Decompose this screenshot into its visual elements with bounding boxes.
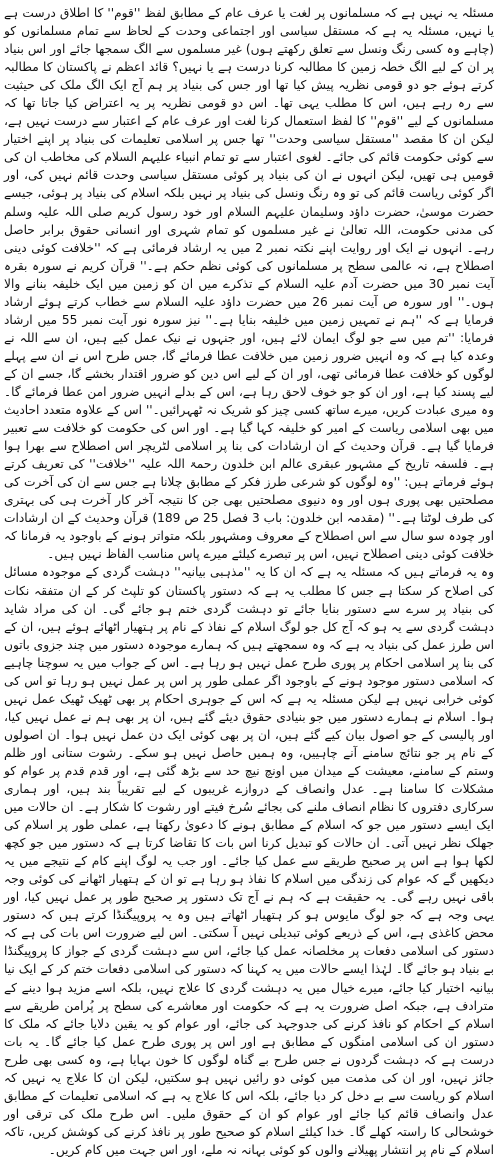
article-column (4, 4, 494, 1157)
article-paragraph-1: مسئلہ یہ نہیں ہے کہ مسلمانوں پر لغت یا عرف عام کے مطابق لفظ ''قوم'' کا اطلاق درست ہے یا نہیں، مسئلہ یہ ہے کہ مستقل سیاسی اور اجتماعی وحدت کے لحاظ سے تمام مسلمانوں کو (چاہے وہ کسی رنگ ونسل سے تعلق رکھتے ہوں) غیر مسلموں سے الگ سمجھا جائے اور اس بنیاد پر ان کے لیے الگ خطہ زمین کا مطالبہ کرنا درست ہے یا نہیں؟ قائد اعظم نے پاکستان کا مطالبہ کرتے ہوئے جو دو قومی نظریہ پیش کیا تھا اور جس کی بنیاد پر ہم آج ایک الگ ملک کی حیثیت سے رہ رہے ہیں، اس کا مطلب یہی تھا۔ اس دو قومی نظریہ پر یہ اعتراض کیا جاتا تھا کہ مسلمانوں کے لیے ''قوم'' کا لفظ استعمال کرنا لغت اور عرف عام کے اعتبار سے درست نہیں ہے، لیکن ان کا مقصد ''مستقل سیاسی وحدت'' تھا جس پر اسلامی تعلیمات کی بنیاد پر اپنے اختیار سے کوئی حکومت قائم کی جائے۔ لغوی اعتبار سے تو تمام انبیاء علیہم السلام کی مخاطب ان کی قومیں ہی تھیں، لیکن انہوں نے ان کی بنیاد پر کوئی مستقل سیاسی وحدت قائم نہیں کی، اور اگر کوئی ریاست قائم کی تو وہ رنگ ونسل کی بنیاد پر نہیں بلکہ اسلام کی بنیاد پر ہوئی، جیسے حضرت موسیٰ، حضرت داؤد وسلیمان علیہم السلام اور خود رسول کریم صلی اللہ علیہ وسلم کی مدنی حکومت، اللہ تعالیٰ نے غیر مسلموں کو تمام شہری اور انسانی حقوق برابر حاصل رہے۔ انہوں نے ایک اور روایت اپنے نکتہ نمبر 2 میں یہ ارشاد فرمائی ہے کہ ''خلافت کوئی دینی اصطلاح ہے، نہ عالمی سطح پر مسلمانوں کی کوئی نظم حکم ہے۔'' قرآن کریم نے سورہ بقرہ آیت نمبر 30 میں حضرت آدم علیہ السلام کے تذکرے میں ان کو زمین میں ایک خلیفہ بنانے والا ہوں۔'' اور سورہ ص آیت نمبر 26 میں حضرت داؤد علیہ السلام سے خطاب کرتے ہوئے ارشاد فرمایا ہے کہ ''ہم نے تمہیں زمین میں خلیفہ بنایا ہے۔'' نیز سورہ نور آیت نمبر 55 میں ارشاد فرمایا: ''تم میں سے جو لوگ ایمان لائے ہیں، اور جنہوں نے نیک عمل کیے ہیں، ان سے اللہ نے وعدہ کیا ہے کہ وہ انہیں ضرور زمین میں خلافت عطا فرمائے گا، جس طرح اس نے ان سے پہلے لوگوں کو خلافت عطا فرمائی تھی، اور ان کے لیے اس دین کو ضرور اقتدار بخشے گا، جسے ان کے لیے پسند کیا ہے، اور ان کو جو خوف لاحق رہا ہے، اس کے بدلے انہیں ضرور امن عطا فرمائے گا۔ وہ میری عبادت کریں، میرے ساتھ کسی چیز کو شریک نہ ٹھہرائیں۔'' اس کے علاوہ متعدد احادیث میں بھی اسلامی ریاست کے امیر کو خلیفہ کہا گیا ہے۔ اور اس کی حکومت کو خلافت سے تعبیر فرمایا گیا ہے۔ قرآن وحدیث کے ان ارشادات کی بنا پر اسلامی لٹریچر اس اصطلاح سے بھرا ہوا ہے۔ فلسفہ تاریخ کے مشہور عبقری عالم ابن خلدون رحمۃ اللہ علیہ ''خلافت'' کی تعریف کرتے ہوئے فرماتے ہیں: ''وہ لوگوں کو شرعی طرز فکر کے مطابق چلانا ہے جس سے ان کی آخرت کی مصلحتیں بھی پوری ہوں اور وہ دنیوی مصلحتیں بھی جن کا نتیجہ آخر کار آخرت ہی کی بہتری کی طرف لوٹتا ہے۔'' (مقدمہ ابن خلدون: باب 3 فصل 25 ص 189) قرآن وحدیث کے ان ارشادات اور چودہ سو سال سے اس اصطلاح کے معروف ومشہور بلکہ متواتر ہونے کے باوجود یہ فرمانا کہ خلافت کوئی دینی اصطلاح نہیں، اس پر تبصرے کیلئے میرے پاس مناسب الفاظ نہیں ہیں۔ (4, 6, 494, 562)
article-paragraph-2: وہ یہ فرماتے ہیں کہ مسئلہ یہ ہے کہ ان کا یہ ''مذہبی بیانیہ'' دہشت گردی کے موجودہ مسائل کی اصلاح کر سکتا ہے جس کا مطلب یہ ہے کہ دستور پاکستان کو تلپٹ کر کے ان متفقہ نکات کی بنیاد پر سرے سے دستور بنایا جائے تو دہشت گردی ختم ہو جائے گی۔ ان کی مراد شاید دہشت گردی سے یہ ہو کہ آج کل جو لوگ اسلام کے نفاذ کے نام پر ہتھیار اٹھائے ہوئے ہیں، ان کے اس طرز عمل کی بنیاد یہ ہے کہ وہ سمجھتے ہیں کہ ہمارے موجودہ دستور میں چند جزوی باتوں کی بنا پر اسلامی احکام پر پوری طرح عمل نہیں ہو رہا ہے۔ اس کے جواب میں یہ سوچنا چاہیے کہ اسلامی دستور موجود ہونے کے باوجود اگر عملی طور پر اس پر عمل نہیں ہو رہا تو اس کی کوئی خرابی نہیں ہے لیکن مسئلہ یہ ہے کہ اس کے جوہری احکام پر بھی ٹھیک ٹھیک عمل نہیں ہوا۔ اسلام نے ہمارے دستور میں جو بنیادی حقوق دیئے گئے ہیں، ان پر بھی ہم نے عمل نہیں کیا، اور پالیسی کے جو اصول بیان کیے گئے ہیں، ان پر بھی کوئی ایک دن عمل نہیں ہوا۔ ان اصولوں کے نام پر جو نتائج سامنے آنے چاہییں، وہ ہمیں حاصل نہیں ہو سکے۔ رشوت ستانی اور ظلم وستم کے سامنے، معیشت کے میدان میں اونچ نیچ حد سے بڑھ گئی ہے، اور قدم قدم پر عوام کو مشکلات کا سامنا ہے۔ عدل وانصاف کے دروازے غریبوں کے لیے تقریباً بند ہیں، اور ہماری سرکاری دفتروں کا نظام انصاف ملنے کی بجائے سُرخ فیتے اور رشوت کا شکار ہے۔ ان حالات میں ایک ایسے دستور میں جو کہ اسلام کے مطابق ہونے کا دعویٰ رکھتا ہے، عملی طور پر اسلام کی جھلک نظر نہیں آتی۔ ان حالات کو تبدیل کرنا اس بات کا تقاضا کرتا ہے کہ دستور میں جو کچھ لکھا ہوا ہے اس پر صحیح طریقے سے عمل کیا جائے۔ اور جب یہ لوگ اپنے کام کے نتیجے میں یہ دیکھیں گے کہ عوام کی زندگی میں اسلام کا نفاذ ہو رہا ہے تو ان کے ہتھیار اٹھانے کی کوئی وجہ باقی نہیں رہے گی۔ یہ حقیقت ہے کہ ہم نے آج تک دستور پر صحیح طور پر عمل نہیں کیا، اور یہی وجہ ہے کہ جو لوگ مایوس ہو کر ہتھیار اٹھاتے ہیں وہ یہ پروپیگنڈا کرتے ہیں کہ دستور محض کاغذی ہے، اس کے ذریعے کوئی تبدیلی نہیں آ سکتی۔ اس لیے ضرورت اس بات کی ہے کہ دستور کی اسلامی دفعات پر مخلصانہ عمل کیا جائے، اس سے دہشت گردی کے جواز کا پروپیگنڈا بے بنیاد ہو جائے گا۔ لہٰذا ایسے حالات میں یہ کہنا کہ دستور کی اسلامی دفعات ختم کر کے ایک نیا بیانیہ اختیار کیا جائے، میرے خیال میں یہ دہشت گردی کا علاج نہیں، بلکہ اسے مزید ہوا دینے کے مترادف ہے، جبکہ اصل ضرورت یہ ہے کہ حکومت اور معاشرے کی سطح پر پُرامن طریقے سے اسلام کے احکام کو نافذ کرنے کی جدوجہد کی جائے، اور عوام کو یہ یقین دلایا جائے کہ ملک کا دستور ان کی اسلامی امنگوں کے مطابق ہے اور اس پر پوری طرح عمل کیا جائے گا۔ یہ بات درست ہے کہ دہشت گردوں نے جس طرح بے گناہ لوگوں کا خون بہایا ہے، وہ کسی بھی طرح جائز نہیں، اور ان کی مذمت میں کوئی دو رائیں نہیں ہو سکتیں، لیکن ان کا علاج یہ نہیں کہ اسلام کو ریاست سے بے دخل کر دیا جائے، بلکہ اس کا علاج یہ ہے کہ اسلامی تعلیمات کے مطابق عدل وانصاف قائم کیا جائے اور عوام کو ان کے حقوق ملیں۔ اس طرح ملک کی ترقی اور خوشحالی کا راستہ کھلے گا۔ خدا کیلئے اسلام کو صحیح طور پر نافذ کرنے کی کوشش کریں، تاکہ اسلام کے نام پر انتشار پھیلانے والوں کو کوئی بہانہ نہ ملے، اور اس جہت میں کام کریں۔ (4, 565, 494, 1157)
